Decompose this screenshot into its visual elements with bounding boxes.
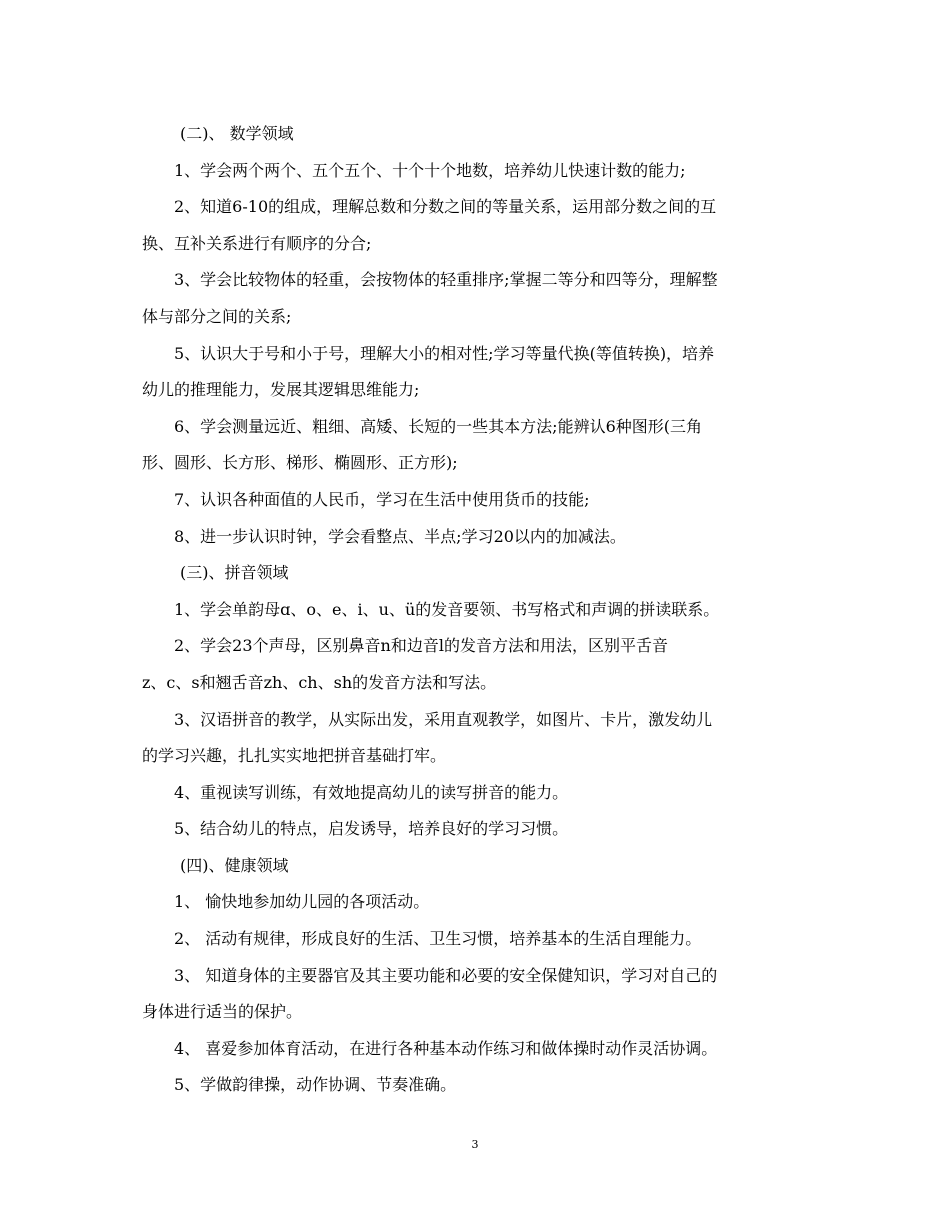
paragraph-line: 1、学会两个两个、五个五个、十个十个地数，培养幼儿快速计数的能力; [174, 160, 686, 180]
paragraph-continuation: 换、互补关系进行有顺序的分合; [142, 233, 372, 253]
page-number: 3 [471, 1138, 479, 1151]
paragraph-line: 7、认识各种面值的人民币，学习在生活中使用货币的技能; [174, 489, 590, 509]
paragraph-line: 1、 愉快地参加幼儿园的各项活动。 [174, 892, 430, 912]
paragraph-line: 5、学做韵律操，动作协调、节奏准确。 [174, 1075, 457, 1095]
paragraph-continuation: 形、圆形、长方形、梯形、椭圆形、正方形); [142, 453, 458, 473]
paragraph-continuation: z、c、s和翘舌音zh、ch、sh的发音方法和写法。 [142, 672, 497, 692]
paragraph-continuation: 幼儿的推理能力，发展其逻辑思维能力; [142, 380, 420, 400]
paragraph-line: 3、汉语拼音的教学，从实际出发，采用直观教学，如图片、卡片，激发幼儿 [174, 709, 713, 729]
paragraph-continuation: 的学习兴趣，扎扎实实地把拼音基础打牢。 [142, 746, 447, 766]
paragraph-line: 6、学会测量远近、粗细、高矮、长短的一些其本方法;能辨认6种图形(三角 [174, 416, 702, 436]
paragraph-line: 5、认识大于号和小于号，理解大小的相对性;学习等量代换(等值转换)，培养 [174, 343, 715, 363]
paragraph-line: 5、结合幼儿的特点，启发诱导，培养良好的学习习惯。 [174, 819, 569, 839]
paragraph-line: 3、学会比较物体的轻重，会按物体的轻重排序;掌握二等分和四等分，理解整 [174, 270, 718, 290]
document-body [142, 116, 812, 1104]
section-heading-math: (二)、 数学领域 [180, 124, 294, 143]
section-heading-pinyin: (三)、拼音领域 [180, 563, 289, 583]
paragraph-continuation: 体与部分之间的关系; [142, 306, 292, 326]
paragraph-line: 4、重视读写训练，有效地提高幼儿的读写拼音的能力。 [174, 782, 569, 802]
paragraph-line: 2、知道6-10的组成，理解总数和分数之间的等量关系，运用部分数之间的互 [174, 197, 717, 217]
paragraph-continuation: 身体进行适当的保护。 [142, 1002, 303, 1022]
section-heading-health: (四)、健康领域 [180, 855, 289, 875]
paragraph-line: 8、进一步认识时钟，学会看整点、半点;学习20以内的加减法。 [174, 526, 626, 546]
paragraph-line: 2、学会23个声母，区别鼻音n和边音l的发音方法和用法，区别平舌音 [174, 636, 668, 656]
paragraph-line: 3、 知道身体的主要器官及其主要功能和必要的安全保健知识，学习对自己的 [174, 965, 718, 985]
paragraph-line: 2、 活动有规律，形成良好的生活、卫生习惯，培养基本的生活自理能力。 [174, 929, 702, 949]
paragraph-line: 1、学会单韵母ɑ、o、e、i、u、ü的发音要领、书写格式和声调的拼读联系。 [174, 599, 720, 619]
paragraph-line: 4、 喜爱参加体育活动，在进行各种基本动作练习和做体操时动作灵活协调。 [174, 1038, 718, 1058]
